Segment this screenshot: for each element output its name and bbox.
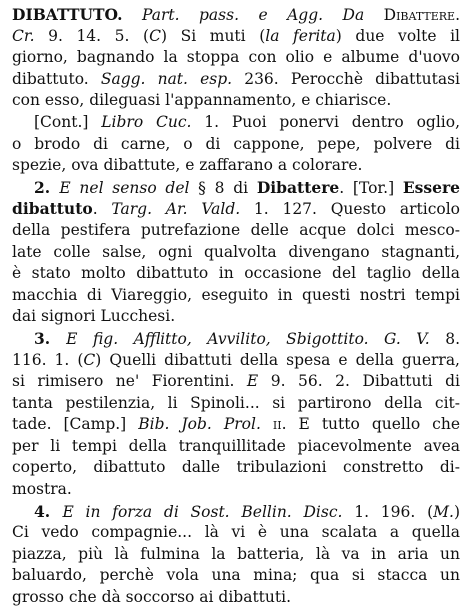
text-run: 9. 56. 2. Dibattuti di <box>258 372 460 391</box>
text-run: 2. <box>34 177 60 197</box>
text-run: . <box>92 200 112 219</box>
entry-line <box>12 285 460 307</box>
dictionary-entry <box>12 4 460 609</box>
entry-line <box>12 328 460 350</box>
entry-line <box>12 457 460 479</box>
text-run: ) Si muti ( <box>160 26 266 45</box>
text-run: Cr. <box>12 26 35 45</box>
entry-line <box>12 90 460 112</box>
entry-line <box>12 26 460 48</box>
text-run: 116. 1. ( <box>12 350 84 369</box>
text-run: C <box>83 350 96 369</box>
text-run: ii <box>272 415 282 434</box>
text-run: . E tutto quello che <box>281 415 460 434</box>
entry-line <box>12 371 460 393</box>
text-run: è stato molto dibattuto in occasione del taglio della <box>12 264 460 283</box>
text-run: E in forza di Sost. Bellin. Disc. <box>62 502 343 521</box>
text-run: per li tempi della tranquillitade piacevolmente avea <box>12 436 460 455</box>
text-run: coperto, dibattuto dalle tribulazioni constretto di- <box>12 458 460 477</box>
entry-line <box>12 177 460 199</box>
text-run: mostra. <box>12 480 72 499</box>
headword: DIBATTUTO. <box>12 5 123 24</box>
text-run: ) <box>453 502 460 521</box>
entry-line <box>12 69 460 91</box>
text-run: C <box>149 26 161 45</box>
entry-line <box>12 155 460 177</box>
text-run: § 8 di <box>198 178 257 197</box>
entry-line <box>12 220 460 242</box>
text-run: piazza, più là fulmina la batteria, là va in aria un <box>12 544 460 563</box>
entry-line <box>12 501 460 523</box>
text-run: M. <box>433 502 454 521</box>
entry-line <box>12 198 460 220</box>
text-run: Essere <box>402 177 460 197</box>
entry-line <box>12 565 460 587</box>
entry-line <box>12 47 460 69</box>
text-run: baluardo, perchè vola una mina; qua si stacca un <box>12 566 460 585</box>
text-run <box>261 415 273 433</box>
text-run: dibattuto. <box>12 69 101 88</box>
text-run: Part. pass. e Agg. Da <box>122 6 384 24</box>
text-run: spezie, ova dibattute, e zaffarano a colorare. <box>12 156 363 175</box>
text-run: ) due volte il <box>335 26 460 45</box>
text-run: ) Quelli dibattuti della spesa e della guerra, <box>95 350 460 369</box>
text-run: dibattuto <box>12 199 93 219</box>
text-run: Dibattere <box>383 6 456 24</box>
text-run: . [Tor.] <box>339 178 403 197</box>
entry-line <box>12 134 460 156</box>
text-run: . <box>455 6 460 24</box>
text-run: Ci vedo compagnie... là vi è una scalata a quella <box>12 523 460 542</box>
entry-line <box>12 112 460 134</box>
entry-line <box>12 306 460 328</box>
text-run: dai signori Lucchesi. <box>12 307 176 326</box>
text-run: 4. <box>34 501 63 521</box>
text-run: E fig. Afflitto, Avvilito, Sbigottito. G. V. <box>66 329 430 348</box>
text-run: [Cont.] <box>34 112 102 131</box>
text-run: 1. 127. Questo articolo <box>240 200 460 219</box>
text-run: Libro Cuc. <box>101 112 192 131</box>
text-run: grosso che dà soccorso ai dibattuti. <box>12 588 292 607</box>
text-run: 1. 196. ( <box>342 502 434 521</box>
text-run: Dibattere <box>256 177 340 197</box>
text-run: tade. [Camp.] <box>12 415 139 434</box>
text-run: si rimisero ne' Fiorentini. <box>12 372 247 391</box>
text-run: 9. 14. 5. ( <box>34 26 150 45</box>
text-run: giorno, bagnando la stoppa con olio e albume d'uovo <box>12 48 460 67</box>
text-run: 8. <box>429 329 460 348</box>
entry-line <box>12 242 460 264</box>
text-run: late colle salse, ogni qualvolta divengano stagnanti, <box>12 242 460 261</box>
text-run: E <box>246 372 259 391</box>
text-run: della pestifera putrefazione delle acque dolci mesco- <box>12 220 460 239</box>
text-run: 236. Perocchè dibattutasi <box>232 69 460 88</box>
text-run: Sagg. nat. esp. <box>100 69 233 88</box>
text-run: Bib. Job. Prol. <box>138 415 261 434</box>
entry-line <box>12 263 460 285</box>
text-run: Targ. Ar. Vald. <box>111 200 241 219</box>
text-run: macchia di Viareggio, eseguito in questi nostri tempi <box>12 285 460 304</box>
text-run: o brodo di carne, o di cappone, pepe, polvere di <box>12 134 460 153</box>
entry-line <box>12 544 460 566</box>
entry-line <box>12 436 460 458</box>
entry-line <box>12 393 460 415</box>
entry-line <box>12 522 460 544</box>
entry-line <box>12 350 460 372</box>
text-run: 1. Puoi ponervi dentro oglio, <box>191 112 460 131</box>
text-run: la ferita <box>265 26 336 45</box>
entry-line <box>12 414 460 436</box>
entry-line <box>12 479 460 501</box>
text-run: 3. <box>34 328 67 348</box>
text-run: E nel senso del <box>59 178 199 197</box>
text-run: tanta pestilenzia, li Spinoli... si partirono della cit- <box>12 393 460 412</box>
entry-line <box>12 4 460 26</box>
text-run: con esso, dileguasi l'appannamento, e chiarisce. <box>12 91 392 110</box>
